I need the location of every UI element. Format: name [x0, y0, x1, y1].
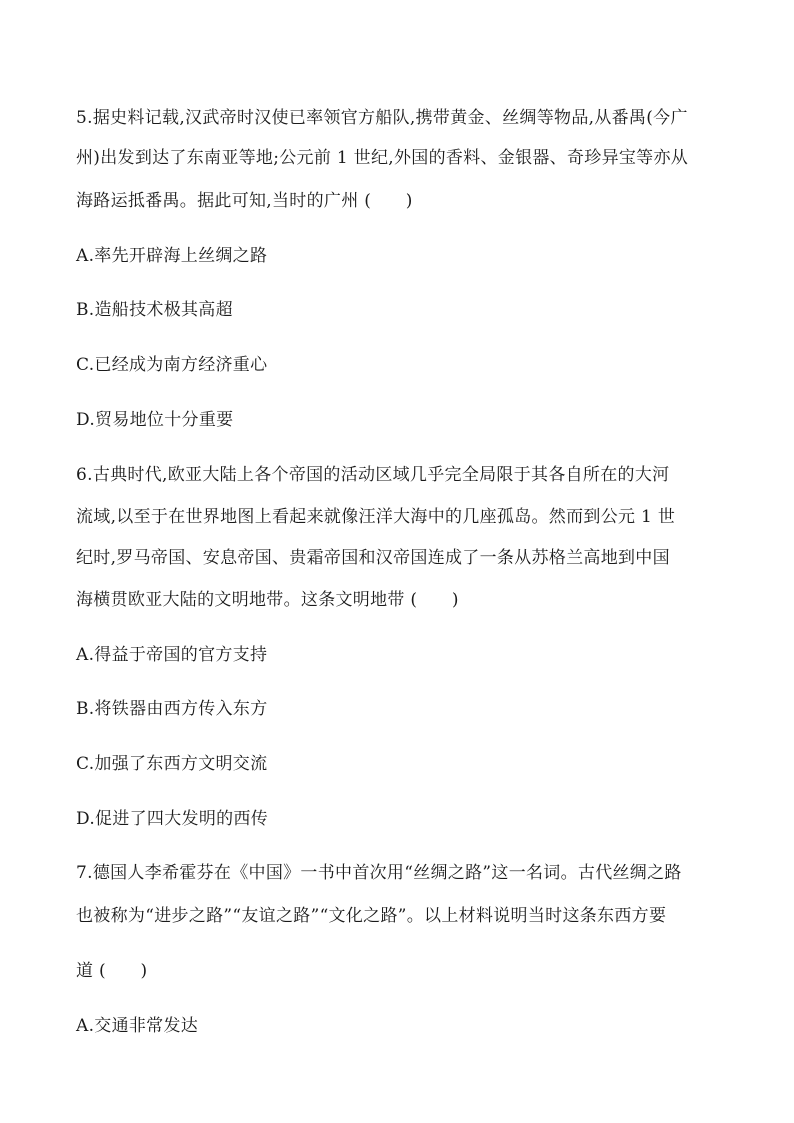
q5-stem-line-2: 州)出发到达了东南亚等地;公元前 1 世纪,外国的香料、金银器、奇珍异宝等亦从	[76, 148, 689, 168]
q6-stem-line-1: 6.古典时代,欧亚大陆上各个帝国的活动区域几乎完全局限于其各自所在的大河	[76, 465, 670, 485]
q7-stem-line-2: 也被称为“进步之路”“友谊之路”“文化之路”。以上材料说明当时这条东西方要	[76, 906, 667, 926]
q5-option-a: A.率先开辟海上丝绸之路	[76, 246, 268, 266]
q7-stem-line-3: 道 ( )	[76, 961, 148, 981]
q6-option-c: C.加强了东西方文明交流	[76, 754, 268, 774]
q7-option-a: A.交通非常发达	[76, 1016, 199, 1036]
q5-option-d: D.贸易地位十分重要	[76, 410, 234, 430]
q5-option-c: C.已经成为南方经济重心	[76, 355, 268, 375]
q5-stem-line-1: 5.据史料记载,汉武帝时汉使已率领官方船队,携带黄金、丝绸等物品,从番禺(今广	[76, 108, 688, 128]
q6-option-d: D.促进了四大发明的西传	[76, 809, 269, 829]
q5-option-b: B.造船技术极其高超	[76, 300, 233, 320]
q6-stem-line-2: 流域,以至于在世界地图上看起来就像汪洋大海中的几座孤岛。然而到公元 1 世	[76, 507, 676, 527]
q6-option-b: B.将铁器由西方传入东方	[76, 699, 268, 719]
q6-stem-line-3: 纪时,罗马帝国、安息帝国、贵霜帝国和汉帝国连成了一条从苏格兰高地到中国	[76, 548, 670, 568]
q5-stem-line-3: 海路运抵番禺。据此可知,当时的广州 ( )	[76, 191, 413, 211]
q6-option-a: A.得益于帝国的官方支持	[76, 645, 268, 665]
q6-stem-line-4: 海横贯欧亚大陆的文明地带。这条文明地带 ( )	[76, 590, 459, 610]
q7-stem-line-1: 7.德国人李希霍芬在《中国》一书中首次用“丝绸之路”这一名词。古代丝绸之路	[76, 863, 682, 883]
